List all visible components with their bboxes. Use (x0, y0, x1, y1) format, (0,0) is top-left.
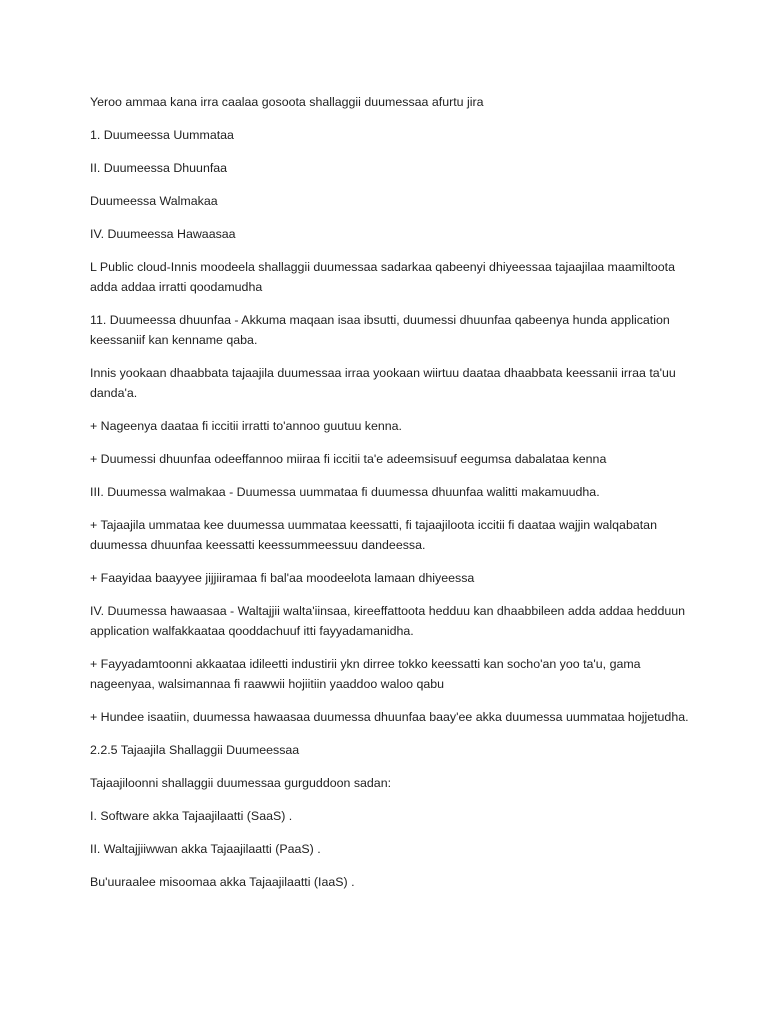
list-item-public-cloud: 1. Duumeessa Uummataa (90, 128, 234, 142)
service-item-iaas: Bu'uuraalee misoomaa akka Tajaajilaatti (IaaS) . (90, 875, 355, 889)
service-item-paas: II. Waltajjiiwwan akka Tajaajilaatti (PaaS) . (90, 842, 321, 856)
private-cloud-detail-paragraph: Innis yookaan dhaabbata tajaajila duumessaa irraa yookaan wiirtuu daataa dhaabbata keessanii irraa ta'uu danda'a. (90, 366, 676, 400)
document-body (90, 92, 690, 905)
community-cloud-bullet-2: + Hundee isaatiin, duumessa hawaasaa duumessa dhuunfaa baay'ee akka duumessa uummataa hojjetudha. (90, 710, 689, 724)
hybrid-cloud-bullet-2: + Faayidaa baayyee jijjiiramaa fi bal'aa moodeelota lamaan dhiyeessa (90, 571, 475, 585)
community-cloud-bullet-1: + Fayyadamtoonni akkaataa idileetti industirii ykn dirree tokko keessatti kan socho'an yoo ta'u, gama nageenyaa, walsimannaa fi raawwii hojiitiin yaaddoo waloo qabu (90, 657, 641, 691)
hybrid-cloud-paragraph: III. Duumessa walmakaa - Duumessa uummataa fi duumessa dhuunfaa walitti makamuudha. (90, 485, 600, 499)
services-intro-paragraph: Tajaajiloonni shallaggii duumessaa gurguddoon sadan: (90, 776, 392, 790)
private-cloud-bullet-1: + Nageenya daataa fi iccitii irratti to'annoo guutuu kenna. (90, 419, 402, 433)
community-cloud-paragraph: IV. Duumessa hawaasaa - Waltajjii walta'iinsaa, kireeffattoota hedduu kan dhaabbileen adda addaa hedduun application walfakkaataa qooddachuuf itti fayyadamanidha. (90, 604, 686, 638)
list-item-community-cloud: IV. Duumeessa Hawaasaa (90, 227, 236, 241)
list-item-hybrid-cloud: Duumeessa Walmakaa (90, 194, 218, 208)
hybrid-cloud-bullet-1: + Tajaajila ummataa kee duumessa uummataa keessatti, fi tajaajiloota iccitii fi daataa wajjin walqabatan duumessa dhuunfaa keessatti keessummeessuu dandeessa. (90, 518, 657, 552)
service-item-saas: I. Software akka Tajaajilaatti (SaaS) . (90, 809, 293, 823)
private-cloud-bullet-2: + Duumessi dhuunfaa odeeffannoo miiraa fi iccitii ta'e adeemsisuuf eegumsa dabalataa kenna (90, 452, 607, 466)
private-cloud-paragraph: 11. Duumeessa dhuunfaa - Akkuma maqaan isaa ibsutti, duumessi dhuunfaa qabeenya hunda application keessaniif kan kenname qaba. (90, 313, 670, 347)
public-cloud-paragraph: L Public cloud-Innis moodeela shallaggii duumessaa sadarkaa qabeenyi dhiyeessaa tajaajilaa maamiltoota adda addaa irratti qoodamudha (90, 260, 676, 294)
section-heading: 2.2.5 Tajaajila Shallaggii Duumeessaa (90, 743, 300, 757)
intro-paragraph: Yeroo ammaa kana irra caalaa gosoota shallaggii duumessaa afurtu jira (90, 95, 484, 109)
list-item-private-cloud: II. Duumeessa Dhuunfaa (90, 161, 228, 175)
